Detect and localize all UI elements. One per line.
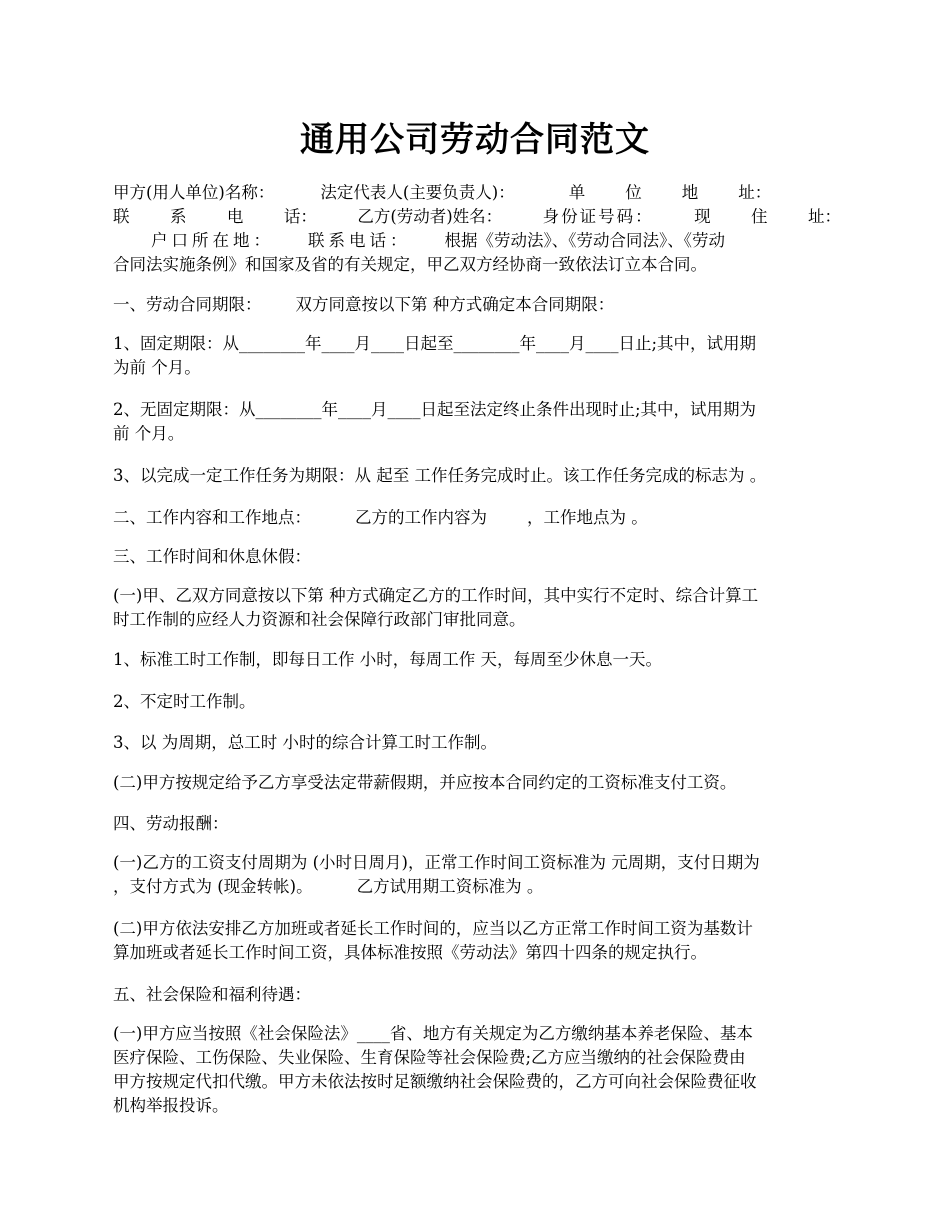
work-hours-line-1: (一)甲、乙双方同意按以下第 种方式确定乙方的工作时间，其中实行不定时、综合计算工 [113, 586, 759, 605]
intro-line-4: 合同法实施条例》和国家及省的有关规定，甲乙双方经协商一致依法订立本合同。 [113, 255, 707, 274]
flexible-hours-item [113, 690, 841, 714]
section-5-heading [113, 983, 841, 1007]
term-fixed-line-1: 1、固定期限：从________年____月____日起至________年____月____日止;其中，试用期 [113, 334, 757, 353]
term-open-line-1: 2、无固定期限：从________年____月____日起至法定终止条件出现时止;其中，试用期为 [113, 400, 757, 419]
section-4-heading [113, 812, 841, 836]
section-3-heading [113, 545, 841, 569]
payment-method-text: ，支付方式为 (现金转帐)。 [113, 877, 313, 896]
section-2-title: 二、工作内容和工作地点： [113, 508, 311, 527]
term-fixed-line-2: 为前 个月。 [113, 358, 201, 377]
probation-wage-text: 乙方试用期工资标准为 。 [356, 877, 544, 896]
term-task-item [113, 464, 841, 488]
id-number-label: 身份证号码： [542, 207, 654, 226]
residence-label-char: 现 [694, 207, 711, 226]
intro-paragraph [113, 181, 841, 277]
overtime-paragraph [113, 917, 841, 965]
work-hours-line-2: 时工作制的应经人力资源和社会保障行政部门审批同意。 [113, 610, 526, 629]
intro-line-3 [113, 229, 841, 253]
section-5-title: 五、社会保险和福利待遇： [113, 985, 311, 1004]
social-insurance-line-1: (一)甲方应当按照《社会保险法》____省、地方有关规定为乙方缴纳基本养老保险、基本 [113, 1024, 753, 1043]
wage-line-2 [113, 875, 841, 899]
work-location-text: ，工作地点为 。 [527, 508, 648, 527]
address-label-char: 位 [625, 183, 642, 202]
flexible-hours-line: 2、不定时工作制。 [113, 692, 256, 711]
contact-phone-label: 联系电话： [308, 231, 411, 250]
standard-hours-item [113, 648, 841, 672]
intro-line-2 [113, 205, 841, 229]
hukou-label: 户口所在地： [151, 231, 274, 250]
address-label-char: 单 [568, 183, 586, 202]
phone-label-char: 联 [113, 207, 130, 226]
party-b-name-label: 乙方(劳动者)姓名： [357, 207, 503, 226]
section-2-heading [113, 506, 841, 530]
residence-label-char: 址： [808, 207, 841, 226]
term-open-item [113, 398, 841, 446]
phone-label-char: 电 [226, 207, 244, 226]
comprehensive-hours-line: 3、以 为周期，总工时 小时的综合计算工时工作制。 [113, 733, 497, 752]
overtime-line-1: (二)甲方依法安排乙方加班或者延长工作时间的，应当以乙方正常工作时间工资为基数计 [113, 919, 753, 938]
paid-leave-line: (二)甲方按规定给予乙方享受法定带薪假期，并应按本合同约定的工资标准支付工资。 [113, 773, 737, 792]
section-1-heading [113, 293, 841, 317]
party-a-name-label: 甲方(用人单位)名称： [113, 183, 275, 202]
phone-label-char: 系 [169, 207, 187, 226]
term-fixed-item [113, 332, 841, 380]
term-open-line-2: 前 个月。 [113, 424, 185, 443]
work-hours-paragraph [113, 584, 841, 632]
intro-line-1 [113, 181, 841, 205]
paid-leave-paragraph [113, 771, 841, 795]
work-content-text: 乙方的工作内容为 [355, 508, 487, 527]
social-insurance-line-4: 机构举报投诉。 [113, 1096, 229, 1115]
phone-label-char: 话： [283, 207, 317, 226]
social-insurance-paragraph [113, 1022, 841, 1118]
legal-rep-label: 法定代表人(主要负责人)： [320, 183, 515, 202]
address-label-char: 址： [738, 183, 772, 202]
overtime-line-2: 算加班或者延长工作时间工资，具体标准按照《劳动法》第四十四条的规定执行。 [113, 943, 707, 962]
social-insurance-line-3: 甲方按规定代扣代缴。甲方未依法按时足额缴纳社会保险费的，乙方可向社会保险费征收 [113, 1072, 757, 1091]
standard-hours-line: 1、标准工时工作制，即每日工作 小时，每周工作 天，每周至少休息一天。 [113, 650, 662, 669]
wage-paragraph [113, 851, 841, 899]
section-1-text: 双方同意按以下第 种方式确定本合同期限： [295, 295, 615, 314]
wage-line-1: (一)乙方的工资支付周期为 (小时日周月)，正常工作时间工资标准为 元周期，支付日期为 [113, 853, 760, 872]
address-label-char: 地 [681, 183, 699, 202]
document-title: 通用公司劳动合同范文 [300, 120, 650, 160]
legal-basis-text: 根据《劳动法》、《劳动合同法》、《劳动 [444, 231, 725, 250]
residence-label-char: 住 [751, 207, 768, 226]
social-insurance-line-2: 医疗保险、工伤保险、失业保险、生育保险等社会保险费;乙方应当缴纳的社会保险费由 [113, 1048, 746, 1067]
section-1-title: 一、劳动合同期限： [113, 295, 262, 314]
term-task-line: 3、以完成一定工作任务为期限：从 起至 工作任务完成时止。该工作任务完成的标志为 。 [113, 466, 767, 485]
section-4-title: 四、劳动报酬： [113, 814, 229, 833]
comprehensive-hours-item [113, 731, 841, 755]
section-3-title: 三、工作时间和休息休假： [113, 547, 311, 566]
